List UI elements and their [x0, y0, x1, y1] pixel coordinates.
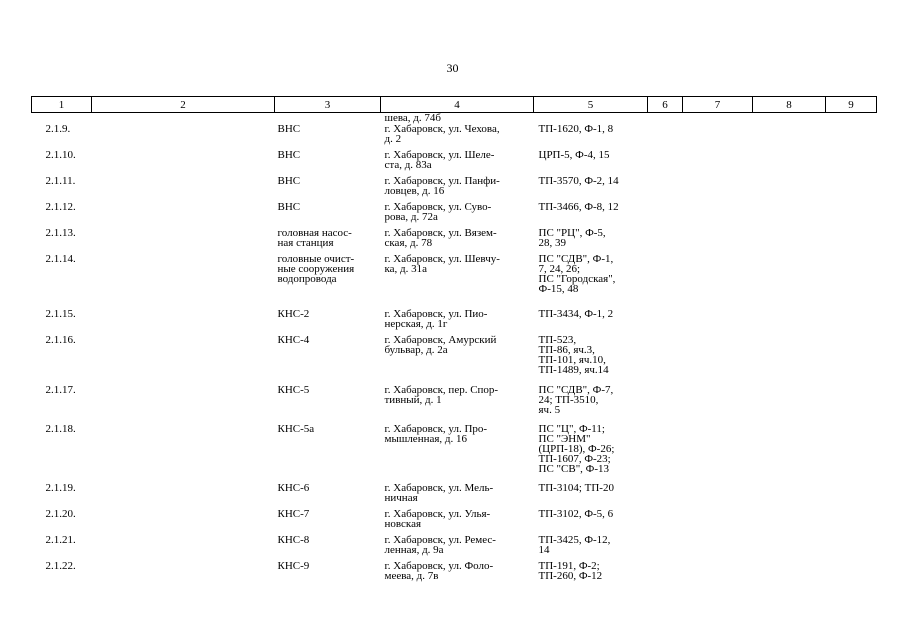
table-row: [32, 227, 877, 253]
table-row: [32, 534, 877, 560]
empty-cell: [826, 201, 877, 227]
empty-cell: [683, 227, 753, 253]
power-source-cell: [534, 123, 648, 149]
object-cell: [275, 482, 381, 508]
table-row: [32, 201, 877, 227]
object-cell-line: ВНС: [277, 175, 301, 187]
table-row: [32, 334, 877, 384]
empty-cell: [92, 227, 275, 253]
power-source-cell: [534, 201, 648, 227]
empty-cell: [826, 384, 877, 423]
table-row: [32, 384, 877, 423]
power-source-cell-line: 7, 24, 26;: [538, 263, 581, 275]
address-cell: [381, 534, 534, 560]
empty-cell: [826, 308, 877, 334]
object-cell-line: ВНС: [277, 123, 301, 135]
empty-cell: [753, 227, 826, 253]
power-source-cell-line: Ф-15, 48: [538, 283, 579, 295]
empty-cell: [648, 534, 683, 560]
power-source-cell-line: яч. 5: [538, 404, 561, 416]
power-source-cell-line: ТП-191, Ф-2;: [538, 560, 600, 572]
address-cell-line: г. Хабаровск, ул. Улья-: [384, 508, 491, 520]
object-cell-line: КНС-2: [277, 308, 310, 320]
address-cell-line: ленная, д. 9а: [384, 544, 444, 556]
empty-cell: [92, 175, 275, 201]
object-cell-line: КНС-5а: [277, 423, 315, 435]
power-source-cell: [534, 227, 648, 253]
empty-cell: [683, 534, 753, 560]
power-source-cell: [534, 334, 648, 384]
empty-cell: [683, 482, 753, 508]
empty-cell: [683, 149, 753, 175]
empty-cell: [753, 508, 826, 534]
page-number: 30: [446, 61, 459, 75]
empty-cell: [826, 149, 877, 175]
address-cell: [381, 253, 534, 308]
header-cell: 5: [534, 97, 648, 113]
empty-cell: [826, 175, 877, 201]
address-cell: [381, 227, 534, 253]
power-source-cell-line: ПС "ЭНМ": [538, 433, 591, 445]
address-cell: [381, 201, 534, 227]
power-source-cell: [534, 308, 648, 334]
power-source-cell-line: ТП-3104; ТП-20: [538, 482, 614, 494]
header-cell: 7: [683, 97, 753, 113]
row-number-cell: 2.1.16.: [45, 334, 76, 346]
empty-cell: [753, 175, 826, 201]
empty-cell: [826, 560, 877, 586]
object-cell: [275, 560, 381, 586]
row-number-cell: 2.1.12.: [45, 201, 76, 213]
header-cell: 1: [32, 97, 92, 113]
address-cell-line: меева, д. 7в: [384, 570, 439, 582]
header-cell: 6: [648, 97, 683, 113]
empty-cell: [648, 308, 683, 334]
empty-cell: [753, 308, 826, 334]
address-cell: [381, 308, 534, 334]
power-source-cell-line: ТП-523,: [538, 334, 577, 346]
empty-cell: [683, 308, 753, 334]
header-cell: 9: [826, 97, 877, 113]
address-cell-line: ничная: [384, 492, 418, 504]
address-cell-line: г. Хабаровск, ул. Фоло-: [384, 560, 494, 572]
row-number-cell: 2.1.18.: [45, 423, 76, 435]
row-number-cell: 2.1.19.: [45, 482, 76, 494]
empty-cell: [92, 423, 275, 482]
power-source-cell: [534, 508, 648, 534]
power-source-cell-line: ТП-260, Ф-12: [538, 570, 603, 582]
empty-cell: [648, 423, 683, 482]
row-number-cell: 2.1.9.: [45, 123, 71, 135]
empty-cell: [648, 508, 683, 534]
row-number-cell: 2.1.10.: [45, 149, 76, 161]
address-cell-line: г. Хабаровск, ул. Пио-: [384, 308, 488, 320]
empty-cell: [826, 482, 877, 508]
address-cell-line: рова, д. 72а: [384, 211, 438, 223]
empty-cell: [753, 423, 826, 482]
power-source-cell-line: ТП-3434, Ф-1, 2: [538, 308, 614, 320]
empty-cell: [92, 482, 275, 508]
empty-cell: [92, 534, 275, 560]
row-number-cell: 2.1.22.: [45, 560, 76, 572]
table-row: [32, 149, 877, 175]
address-cell-line: ста, д. 83а: [384, 159, 432, 171]
object-cell: [275, 334, 381, 384]
address-cell-line: тивный, д. 1: [384, 394, 442, 406]
empty-cell: [92, 149, 275, 175]
address-cell: [381, 482, 534, 508]
power-source-cell-line: ПС "Городская",: [538, 273, 616, 285]
empty-cell: [648, 560, 683, 586]
power-source-cell-line: (ЦРП-18), Ф-26;: [538, 443, 615, 455]
address-cell-line: нерская, д. 1г: [384, 318, 448, 330]
address-cell-line: г. Хабаровск, ул. Ремес-: [384, 534, 496, 546]
empty-cell: [753, 384, 826, 423]
empty-cell: [683, 175, 753, 201]
empty-cell: [753, 334, 826, 384]
power-source-cell: [534, 175, 648, 201]
empty-cell: [648, 123, 683, 149]
facilities-table: [31, 96, 877, 586]
empty-cell: [753, 534, 826, 560]
empty-cell: [648, 227, 683, 253]
power-source-cell-line: 28, 39: [538, 237, 566, 249]
empty-cell: [826, 423, 877, 482]
header-cell: 3: [275, 97, 381, 113]
header-cell: 4: [381, 97, 534, 113]
continuation-text: шева, д. 74б: [384, 112, 441, 124]
object-cell: [275, 253, 381, 308]
object-cell: [275, 534, 381, 560]
address-cell: [381, 123, 534, 149]
empty-cell: [683, 423, 753, 482]
empty-cell: [753, 482, 826, 508]
continuation-row: [32, 113, 877, 124]
power-source-cell-line: ТП-3570, Ф-2, 14: [538, 175, 619, 187]
empty-cell: [683, 384, 753, 423]
empty-cell: [826, 334, 877, 384]
power-source-cell-line: ПС "СВ", Ф-13: [538, 463, 610, 475]
header-cell: 8: [753, 97, 826, 113]
empty-cell: [826, 123, 877, 149]
object-cell-line: КНС-7: [277, 508, 310, 520]
address-cell-line: г. Хабаровск, пер. Спор-: [384, 384, 499, 396]
object-cell-line: водопровода: [277, 273, 337, 285]
object-cell: [275, 308, 381, 334]
header-cell: 2: [92, 97, 275, 113]
object-cell-line: КНС-8: [277, 534, 310, 546]
row-number-cell: 2.1.15.: [45, 308, 76, 320]
empty-cell: [648, 201, 683, 227]
empty-cell: [648, 334, 683, 384]
object-cell: [275, 508, 381, 534]
power-source-cell: [534, 560, 648, 586]
address-cell-line: г. Хабаровск, ул. Панфи-: [384, 175, 500, 187]
power-source-cell-line: ТП-1489, яч.14: [538, 364, 609, 376]
address-cell-line: новская: [384, 518, 422, 530]
address-cell-line: г. Хабаровск, ул. Мель-: [384, 482, 494, 494]
empty-cell: [648, 384, 683, 423]
address-cell-line: ка, д. 31а: [384, 263, 428, 275]
table-row: [32, 175, 877, 201]
object-cell-line: ВНС: [277, 201, 301, 213]
address-cell-line: г. Хабаровск, ул. Про-: [384, 423, 488, 435]
empty-cell: [683, 201, 753, 227]
power-source-cell-line: ТП-3102, Ф-5, 6: [538, 508, 614, 520]
object-cell-line: КНС-9: [277, 560, 310, 572]
address-cell-line: г. Хабаровск, ул. Чехова,: [384, 123, 500, 135]
object-cell-line: головная насос-: [277, 227, 352, 239]
empty-cell: [92, 560, 275, 586]
row-number-cell: 2.1.21.: [45, 534, 76, 546]
row-number-cell: 2.1.11.: [45, 175, 76, 187]
object-cell: [275, 201, 381, 227]
address-cell-line: д. 2: [384, 133, 402, 145]
empty-cell: [826, 227, 877, 253]
object-cell-line: ная станция: [277, 237, 334, 249]
empty-cell: [92, 201, 275, 227]
power-source-cell-line: ЦРП-5, Ф-4, 15: [538, 149, 610, 161]
empty-cell: [92, 384, 275, 423]
power-source-cell-line: ПС "СДВ", Ф-7,: [538, 384, 614, 396]
empty-cell: [92, 334, 275, 384]
power-source-cell: [534, 482, 648, 508]
address-cell-line: мышленная, д. 16: [384, 433, 468, 445]
power-source-cell: [534, 534, 648, 560]
table-body: [32, 113, 877, 587]
power-source-cell: [534, 149, 648, 175]
power-source-cell-line: ТП-3466, Ф-8, 12: [538, 201, 619, 213]
address-cell-line: ская, д. 78: [384, 237, 433, 249]
empty-cell: [826, 534, 877, 560]
power-source-cell-line: ПС "СДВ", Ф-1,: [538, 253, 614, 265]
address-cell: [381, 508, 534, 534]
empty-cell: [753, 123, 826, 149]
object-cell-line: ВНС: [277, 149, 301, 161]
address-cell: [381, 334, 534, 384]
object-cell-line: головные очист-: [277, 253, 355, 265]
empty-cell: [753, 253, 826, 308]
header-row: [32, 97, 877, 113]
power-source-cell-line: ТП-86, яч.3,: [538, 344, 595, 356]
power-source-cell: [534, 384, 648, 423]
address-cell: [381, 384, 534, 423]
empty-cell: [92, 123, 275, 149]
address-cell-line: г. Хабаровск, ул. Суво-: [384, 201, 492, 213]
object-cell-line: ные сооружения: [277, 263, 355, 275]
power-source-cell-line: 14: [538, 544, 550, 556]
empty-cell: [753, 201, 826, 227]
empty-cell: [92, 253, 275, 308]
row-number-cell: 2.1.20.: [45, 508, 76, 520]
empty-cell: [648, 149, 683, 175]
empty-cell: [753, 560, 826, 586]
power-source-cell-line: ПС "РЦ", Ф-5,: [538, 227, 606, 239]
table-row: [32, 123, 877, 149]
address-cell-line: бульвар, д. 2а: [384, 344, 448, 356]
empty-cell: [826, 253, 877, 308]
empty-cell: [92, 508, 275, 534]
object-cell: [275, 175, 381, 201]
empty-cell: [683, 334, 753, 384]
object-cell: [275, 227, 381, 253]
row-number-cell: 2.1.13.: [45, 227, 76, 239]
table-row: [32, 482, 877, 508]
empty-cell: [683, 508, 753, 534]
object-cell: [275, 123, 381, 149]
empty-cell: [648, 175, 683, 201]
address-cell: [381, 560, 534, 586]
row-number-cell: 2.1.14.: [45, 253, 76, 265]
power-source-cell-line: ТП-1620, Ф-1, 8: [538, 123, 614, 135]
table-row: [32, 560, 877, 586]
empty-cell: [92, 308, 275, 334]
object-cell: [275, 423, 381, 482]
power-source-cell-line: ТП-1607, Ф-23;: [538, 453, 611, 465]
address-cell-line: г. Хабаровск, ул. Шеле-: [384, 149, 495, 161]
empty-cell: [826, 508, 877, 534]
address-cell-line: г. Хабаровск, ул. Вязем-: [384, 227, 497, 239]
object-cell: [275, 149, 381, 175]
address-cell: [381, 175, 534, 201]
table-row: [32, 508, 877, 534]
address-cell: [381, 423, 534, 482]
address-cell-line: г. Хабаровск, Амурский: [384, 334, 497, 346]
row-number-cell: 2.1.17.: [45, 384, 76, 396]
address-cell-line: г. Хабаровск, ул. Шевчу-: [384, 253, 500, 265]
table-row: [32, 253, 877, 308]
power-source-cell-line: ПС "Ц", Ф-11;: [538, 423, 605, 435]
power-source-cell-line: ТП-101, яч.10,: [538, 354, 606, 366]
object-cell-line: КНС-5: [277, 384, 310, 396]
power-source-cell-line: 24; ТП-3510,: [538, 394, 599, 406]
object-cell-line: КНС-6: [277, 482, 310, 494]
object-cell: [275, 384, 381, 423]
empty-cell: [648, 253, 683, 308]
table-row: [32, 308, 877, 334]
power-source-cell: [534, 253, 648, 308]
address-cell-line: ловцев, д. 16: [384, 185, 445, 197]
empty-cell: [648, 482, 683, 508]
table-row: [32, 423, 877, 482]
empty-cell: [683, 123, 753, 149]
empty-cell: [683, 560, 753, 586]
empty-cell: [753, 149, 826, 175]
object-cell-line: КНС-4: [277, 334, 310, 346]
address-cell: [381, 149, 534, 175]
power-source-cell: [534, 423, 648, 482]
power-source-cell-line: ТП-3425, Ф-12,: [538, 534, 611, 546]
empty-cell: [683, 253, 753, 308]
